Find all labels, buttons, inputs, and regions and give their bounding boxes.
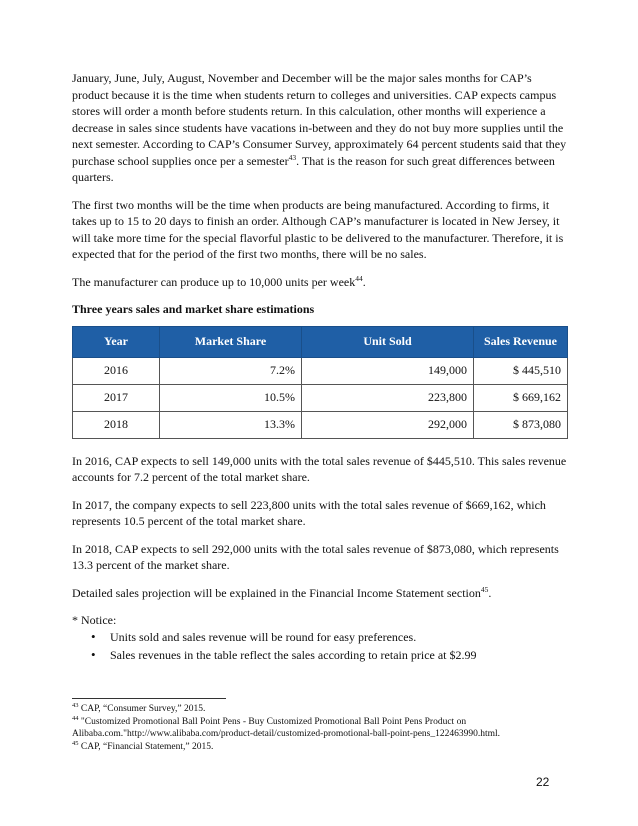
page-content — [72, 70, 568, 666]
paragraph-2018: In 2018, CAP expects to sell 292,000 units with the total sales revenue of $873,080, which represents 13.3 percent of the market share. — [72, 541, 559, 572]
sales-table — [72, 326, 568, 439]
table-row — [73, 384, 568, 411]
cell-market-share: 13.3% — [160, 411, 302, 438]
cell-sales-revenue: $ 669,162 — [474, 384, 568, 411]
footnotes — [72, 698, 568, 753]
notice-list — [72, 629, 568, 664]
cell-unit-sold: 149,000 — [302, 357, 474, 384]
section-heading: Three years sales and market share estimations — [72, 302, 315, 316]
notice-title: * Notice: — [72, 613, 117, 627]
header-market-share: Market Share — [160, 326, 302, 357]
footnote-ref-45: 45 — [480, 584, 489, 594]
footnote-43: $^{43}$ CAP, “Consumer Survey,” 2015. — [72, 701, 206, 714]
cell-sales-revenue: $ 445,510 — [474, 357, 568, 384]
header-unit-sold: Unit Sold — [302, 326, 474, 357]
cell-sales-revenue: $ 873,080 — [474, 411, 568, 438]
paragraph-manufacturing: The first two months will be the time when products are being manufactured. According to firms, it takes up to 15 to 20 days to finish an order. Although CAP’s manufacturer is located in New Jersey, it will take more time for the special flavorful plastic to be delivered to the manufacturer. Therefore, it is expected that for the period of the first two months, there will be no sales. — [72, 197, 564, 261]
cell-unit-sold: 292,000 — [302, 411, 474, 438]
paragraph-2016: In 2016, CAP expects to sell 149,000 units with the total sales revenue of $445,510. This sales revenue accounts for 7.2 percent of the total market share. — [72, 453, 567, 484]
cell-market-share: 10.5% — [160, 384, 302, 411]
footnote-ref-44: 44 — [355, 273, 363, 283]
list-item: • Sales revenues in the table reflect the sales according to retain price at $2.99 — [110, 647, 568, 664]
table-row — [73, 357, 568, 384]
cell-market-share: 7.2% — [160, 357, 302, 384]
footnote-ref-43: 43 — [288, 152, 297, 162]
paragraph-capacity: The manufacturer can produce up to 10,000 units per week$^{44}$. — [72, 273, 366, 289]
paragraph-sales-months: January, June, July, August, November and December will be the major sales months for CAP’s product because it is the time when students return to colleges and universities. CAP expects campus stores will order a month before students return. In this calculation, other months will experience a decrease in sales since students have vacations in-between and they do not buy more supplies until the next semester. According to CAP’s Consumer Survey, approximately 64 percent students said that they purchase school supplies once per a semester$^{43}$. That is the reason for such great differences between quarters. — [72, 71, 567, 184]
footnote-44: $^{44}$ "Customized Promotional Ball Point Pens - Buy Customized Promotional Ball Point Pens Product on Alibaba.com."http://www.alibaba.com/product-detail/customized-promotional-ball-point-pens_122463990.html. — [72, 714, 501, 739]
cell-year: 2017 — [73, 384, 160, 411]
list-item: • Units sold and sales revenue will be round for easy preferences. — [110, 629, 568, 646]
page-number: 22 — [536, 775, 550, 789]
cell-year: 2018 — [73, 411, 160, 438]
table-header-row — [73, 326, 568, 357]
table-row — [73, 411, 568, 438]
cell-unit-sold: 223,800 — [302, 384, 474, 411]
header-year: Year — [73, 326, 160, 357]
paragraph-projection: Detailed sales projection will be explained in the Financial Income Statement section$^{45}$. — [72, 584, 492, 600]
cell-year: 2016 — [73, 357, 160, 384]
footnote-divider — [72, 698, 226, 699]
paragraph-2017: In 2017, the company expects to sell 223,800 units with the total sales revenue of $669,162, which represents 10.5 percent of the total market share. — [72, 497, 546, 528]
header-sales-revenue: Sales Revenue — [474, 326, 568, 357]
footnote-45: $^{45}$ CAP, “Financial Statement,” 2015. — [72, 739, 214, 752]
